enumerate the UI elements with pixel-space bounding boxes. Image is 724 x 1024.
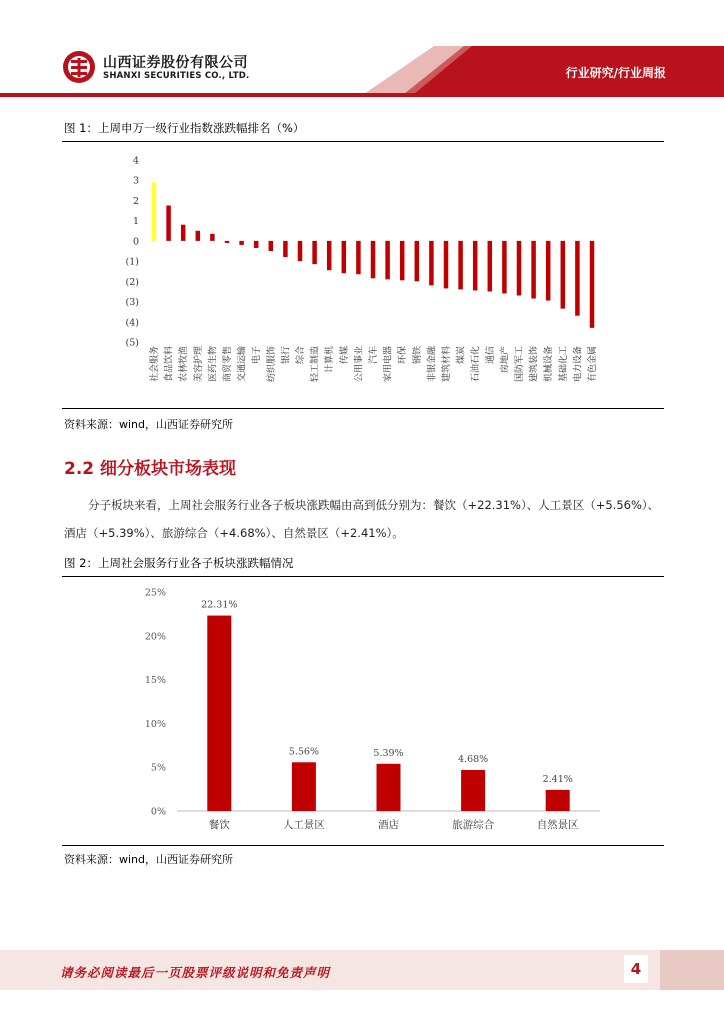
header-banner [344,46,724,94]
bar [473,241,478,291]
section-paragraph-line2: 酒店（+5.39%）、旅游综合（+4.68%）、自然景区（+2.41%）。 [64,526,404,540]
x-tick-label: 纺织服饰 [266,346,277,383]
x-tick-label: 旅游综合 [452,819,495,831]
bar [312,241,317,264]
page-header [0,0,724,100]
figure1-source: 资料来源：wind，山西证券研究所 [64,418,234,431]
figure1-title: 图 1：上周申万一级行业指数涨跌幅排名（%） [64,121,305,135]
y-tick-label: (4) [125,317,139,329]
data-label: 5.39% [373,747,404,759]
y-tick-label: (3) [125,297,139,309]
bar [239,241,244,245]
data-label: 22.31% [201,599,238,611]
bar [461,770,485,811]
y-tick-label: 3 [132,175,139,187]
company-name-en: SHANXI SECURITIES CO., LTD. [103,71,250,81]
bar [517,241,522,296]
x-tick-label: 公用事业 [354,346,365,383]
x-tick-label: 传媒 [339,346,350,365]
x-tick-label: 有色金属 [588,346,598,383]
bar [298,241,303,261]
figure2-source: 资料来源：wind，山西证券研究所 [64,853,234,866]
header-divider [0,93,724,97]
x-tick-label: 食品饮料 [164,346,175,383]
bar [342,241,347,273]
bar [488,241,493,292]
x-tick-label: 建筑材料 [442,346,452,383]
bar [166,206,171,241]
bar [400,241,405,280]
y-tick-label: 15% [144,675,166,687]
x-tick-label: 煤炭 [456,346,467,365]
x-tick-label: 人工景区 [282,819,325,831]
bar [458,241,463,290]
figure2-top-rule [62,576,664,577]
y-tick-label: 2 [132,195,139,207]
figure1-bottom-rule [62,408,664,409]
section-title: 2.2 细分板块市场表现 [64,459,237,479]
x-tick-label: 电力设备 [573,346,584,383]
x-tick-label: 轻工制造 [310,346,321,383]
x-tick-label: 商贸零售 [223,346,233,383]
x-tick-label: 社会服务 [150,346,160,383]
bar [210,234,215,241]
bar [377,764,401,811]
bar [371,241,376,278]
x-tick-label: 汽车 [369,346,379,365]
subsector-chart [62,582,664,844]
y-tick-label: (5) [125,337,139,349]
x-tick-label: 基础化工 [558,346,569,383]
data-label: 5.56% [288,746,319,758]
industry-ranking-chart [62,150,664,410]
bar [546,790,570,811]
bar [327,241,332,270]
x-tick-label: 餐饮 [208,819,230,831]
x-tick-label: 综合 [296,346,306,365]
x-tick-label: 电子 [252,346,263,365]
x-tick-label: 建筑装饰 [529,346,540,383]
bar [385,241,390,279]
bar [207,616,231,811]
report-type-tag: 行业研究/行业周报 [565,66,666,80]
section-paragraph-line1: 分子板块来看，上周社会服务行业各子板块涨跌幅由高到低分别为：餐饮（+22.31%）、人工景区（+5.56%）、 [88,498,660,512]
bar [225,241,230,243]
footer-accent [660,950,724,990]
x-tick-label: 计算机 [325,346,336,374]
figure2-title: 图 2：上周社会服务行业各子板块涨跌幅情况 [64,556,294,570]
y-tick-label: 1 [132,216,139,228]
bar [531,241,536,299]
company-logo-icon [62,50,96,84]
bar [575,241,580,316]
y-tick-label: 4 [132,155,139,167]
bar [196,231,201,241]
x-tick-label: 交通运输 [237,346,248,383]
page-number: 4 [624,955,648,983]
bar [356,241,361,274]
x-tick-label: 非银金融 [427,346,438,383]
x-tick-label: 国防军工 [515,346,525,383]
bar [444,241,449,289]
data-label: 2.41% [542,773,573,785]
data-label: 4.68% [458,754,489,766]
y-tick-label: 10% [144,718,166,730]
x-tick-label: 环保 [398,346,409,365]
bar [546,241,551,301]
bar [415,241,420,281]
bar [181,225,186,241]
y-tick-label: (1) [125,256,139,268]
x-tick-label: 酒店 [378,819,399,831]
x-tick-label: 医药生物 [208,346,219,383]
bar [254,241,259,248]
bar [269,241,274,251]
footer-disclaimer: 请务必阅读最后一页股票评级说明和免责声明 [60,965,331,980]
bar [590,241,595,328]
x-tick-label: 石油石化 [471,346,482,383]
x-tick-label: 房地产 [500,346,511,374]
y-tick-label: 20% [144,631,166,643]
bar [429,241,434,285]
bar [561,241,566,309]
y-tick-label: 25% [144,587,166,599]
y-tick-label: 5% [150,762,166,774]
x-tick-label: 美容护理 [193,346,204,383]
bar [502,241,507,294]
bar [292,762,316,811]
x-tick-label: 农林牧渔 [179,346,190,383]
y-tick-label: 0% [150,806,166,818]
bar [283,241,288,257]
y-tick-label: (2) [125,276,139,288]
figure1-top-rule [62,141,664,142]
x-tick-label: 钢铁 [412,346,423,365]
x-tick-label: 机械设备 [544,346,555,383]
x-tick-label: 银行 [281,346,292,365]
company-name-cn: 山西证券股份有限公司 [103,55,248,71]
figure2-bottom-rule [62,845,664,846]
x-tick-label: 自然景区 [536,819,579,831]
x-tick-label: 家用电器 [383,346,394,383]
x-tick-label: 通信 [485,346,496,365]
bar [152,182,157,241]
y-tick-label: 0 [132,236,139,248]
